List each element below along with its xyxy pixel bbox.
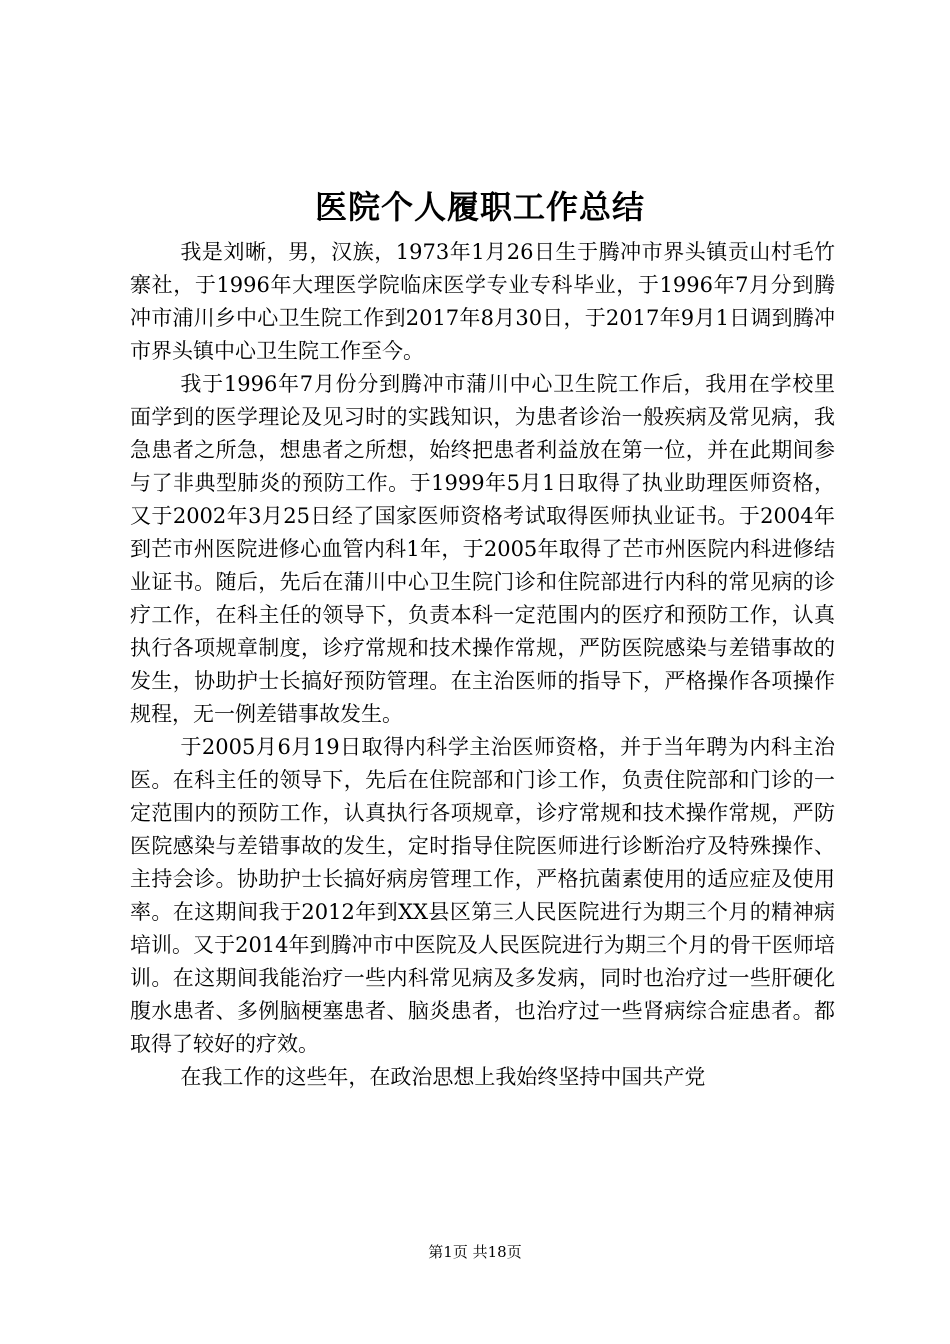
- document-body: [130, 236, 835, 1094]
- paragraph-2: 我于1996年7月份分到腾冲市蒲川中心卫生院工作后，我用在学校里面学到的医学理论及见习时的实践知识，为患者诊治一般疾病及常见病，我急患者之所急，想患者之所想，始终把患者利益放在第一位，并在此期间参与了非典型肺炎的预防工作。于1999年5月1日取得了执业助理医师资格，又于2002年3月25日经了国家医师资格考试取得医师执业证书。于2004年到芒市州医院进修心血管内科1年，于2005年取得了芒市州医院内科进修结业证书。随后，先后在蒲川中心卫生院门诊和住院部进行内科的常见病的诊疗工作，在科主任的领导下，负责本科一定范围内的医疗和预防工作，认真执行各项规章制度，诊疗常规和技术操作常规，严防医院感染与差错事故的发生，协助护士长搞好预防管理。在主治医师的指导下，严格操作各项操作规程，无一例差错事故发生。: [130, 372, 835, 726]
- document-title: 医院个人履职工作总结: [314, 188, 645, 226]
- paragraph-1: 我是刘晰，男，汉族，1973年1月26日生于腾冲市界头镇贡山村毛竹寨社，于1996年大理医学院临床医学专业专科毕业，于1996年7月分到腾冲市浦川乡中心卫生院工作到2017年8月30日，于2017年9月1日调到腾冲市界头镇中心卫生院工作至今。: [130, 240, 835, 363]
- paragraph-3: 于2005月6月19日取得内科学主治医师资格，并于当年聘为内科主治医。在科主任的领导下，先后在住院部和门诊工作，负责住院部和门诊的一定范围内的预防工作，认真执行各项规章，诊疗常规和技术操作常规，严防医院感染与差错事故的发生，定时指导住院医师进行诊断治疗及特殊操作、主持会诊。协助护士长搞好病房管理工作，严格抗菌素使用的适应症及使用率。在这期间我于2012年到XX县区第三人民医院进行为期三个月的精神病培训。又于2014年到腾冲市中医院及人民医院进行为期三个月的骨干医师培训。在这期间我能治疗一些内科常见病及多发病，同时也治疗过一些肝硬化腹水患者、多例脑梗塞患者、脑炎患者，也治疗过一些肾病综合症患者。都取得了较好的疗效。: [130, 735, 835, 1056]
- page-number-footer: 第1页 共18页: [428, 1243, 522, 1261]
- paragraph-4: 在我工作的这些年，在政治思想上我始终坚持中国共产党: [180, 1065, 706, 1089]
